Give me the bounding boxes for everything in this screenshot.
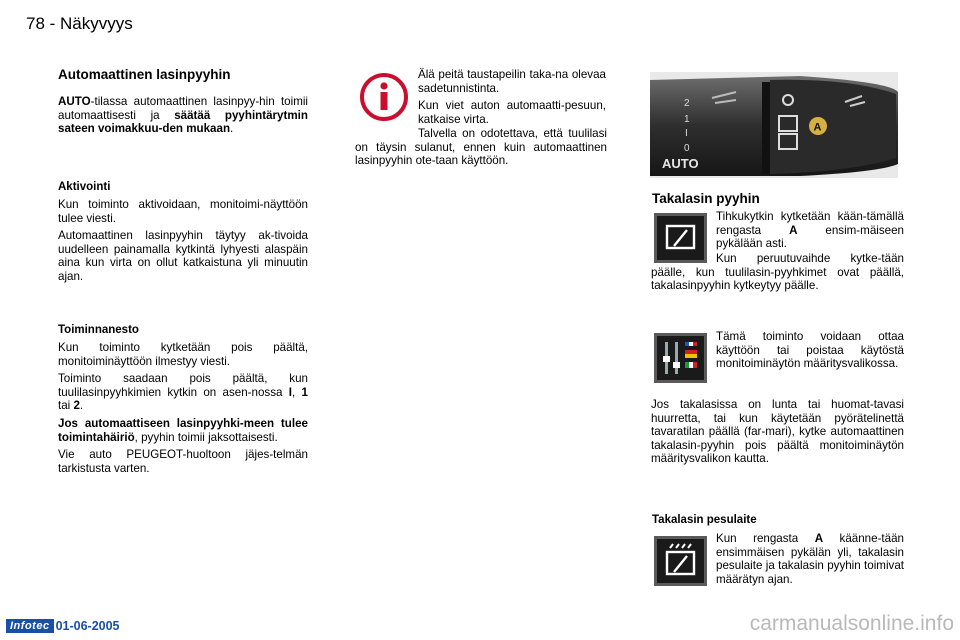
rear-wiper-p1-end: ensim-mäiseen pykälään asti. [716, 223, 904, 251]
stalk-ring-label: A [813, 121, 822, 134]
washer-ring-A: A [814, 532, 824, 545]
rear-washer-p-text: Kun rengasta [716, 532, 815, 545]
stalk-mark-0: 0 [684, 143, 690, 154]
section-title-auto-wiper: Automaattinen lasinpyyhin [58, 67, 231, 82]
footer [6, 619, 120, 633]
rear-wiper-p1-text: Tihkukytkin kytketään kään-tämällä rengasta [716, 210, 904, 237]
position-1: 1 [301, 385, 308, 399]
snow-text [651, 398, 904, 470]
disable-p3 [58, 417, 308, 444]
disable-p4: Vie auto PEUGEOT-huoltoon jäjes-telmän tarkistusta varten. [58, 448, 308, 475]
rear-washer-p-end: käänne-tään ensimmäisen pykälän yli, takalasin pesulaite ja takalasin pyyhin toimivat määrätyn ajan. [716, 532, 904, 586]
intro-text: -tilassa automaattinen lasinpyy-hin toimii automaattisesti ja [58, 95, 308, 122]
config-text [716, 330, 904, 375]
stalk-mark-I: I [685, 128, 688, 139]
activation-text [58, 198, 308, 288]
rear-wiper-p2: Kun peruutuvaihde kytke-tään päälle, kun tuulilasin-pyyhkimet ovat päällä, takalasinpyyhin kytkeytyy päälle. [651, 252, 904, 293]
rear-washer-p [716, 532, 904, 586]
period: . [79, 399, 84, 413]
auto-label: AUTO [58, 95, 91, 108]
info-text-bottom [355, 127, 607, 172]
config-menu-icon [654, 333, 707, 383]
wiper-stalk-photo [650, 72, 898, 178]
position-I: I [288, 385, 293, 399]
activation-p2: Automaattinen lasinpyyhin täytyy ak-tivoida uudelleen painamalla kytkintä lyhyesti alaspäin aina kun virta on ollut katkaistuna yli minuutin ajan. [58, 229, 308, 283]
malfunction-bold: Jos automaattiseen lasinpyyhki-meen tulee toimintahäiriö [58, 416, 308, 444]
info-p1: Älä peitä taustapeilin taka-na olevaa sadetunnistinta. [418, 68, 606, 95]
rear-wiper-p1 [716, 210, 904, 251]
infotec-logo: Infotec [6, 619, 54, 633]
footer-date: 01-06-2005 [55, 619, 120, 633]
page-header [26, 14, 133, 34]
rear-wiper-text-top [716, 210, 904, 255]
rear-wiper-title: Takalasin pyyhin [652, 191, 760, 206]
intro-paragraph [58, 95, 308, 140]
rear-washer-title: Takalasin pesulaite [652, 514, 757, 526]
page-number: 78 [26, 14, 45, 33]
activation-title: Aktivointi [58, 181, 111, 193]
rear-washer-icon [654, 536, 707, 586]
rear-wiper-text-p2 [651, 252, 904, 297]
ring-A: A [789, 223, 798, 237]
disable-text [58, 341, 308, 479]
activation-p1: Kun toiminto aktivoidaan, monitoimi-näyttöön tulee viesti. [58, 198, 308, 225]
disable-p2-text: Toiminto saadaan pois päältä, kun tuulilasinpyyhkimien kytkin on asen-nossa [58, 372, 308, 399]
malfunction-rest: , pyyhin toimii jaksottaisesti. [134, 430, 278, 444]
position-2: 2 [73, 399, 80, 413]
info-icon [359, 72, 409, 122]
info-text-top [418, 68, 606, 130]
disable-title: Toiminnanesto [58, 324, 139, 336]
info-p3: Talvella on odotettava, että tuulilasi on täysin sulanut, ennen kuin automaattinen lasinpyyhin ote-taan käyttöön. [355, 127, 607, 168]
snow-p4: Jos takalasissa on lunta tai huomat-tavasi huurretta, tai kun käytetään pyörätelinettä tavaratilan päällä (far-mari), kytke automaattinen takalasin-pyyhin pois päältä monitoiminäytön määritysvalikon kautta. [651, 398, 904, 466]
intro-bold: säätää pyyhintärytmin sateen voimakkuu-den mukaan [58, 108, 308, 136]
stalk-mark-2: 2 [684, 98, 690, 109]
word-tai: tai [58, 399, 74, 413]
chapter-title: Näkyvyys [60, 14, 133, 33]
info-p2: Kun viet auton automaatti-pesuun, katkaise virta. [418, 99, 606, 126]
rear-washer-text [716, 532, 904, 590]
stalk-mark-1: 1 [684, 114, 690, 125]
header-separator: - [44, 14, 61, 33]
config-p3: Tämä toiminto voidaan ottaa käyttöön tai poistaa käytöstä monitoiminäytön määritysvalikossa. [716, 330, 904, 371]
disable-p1: Kun toiminto kytketään pois päältä, monitoiminäyttöön ilmestyy viesti. [58, 341, 308, 368]
stalk-auto-label: AUTO [662, 156, 699, 171]
disable-p2 [58, 372, 308, 413]
intro-end: . [230, 122, 234, 136]
watermark: carmanualsonline.info [749, 612, 954, 635]
comma: , [292, 385, 302, 399]
